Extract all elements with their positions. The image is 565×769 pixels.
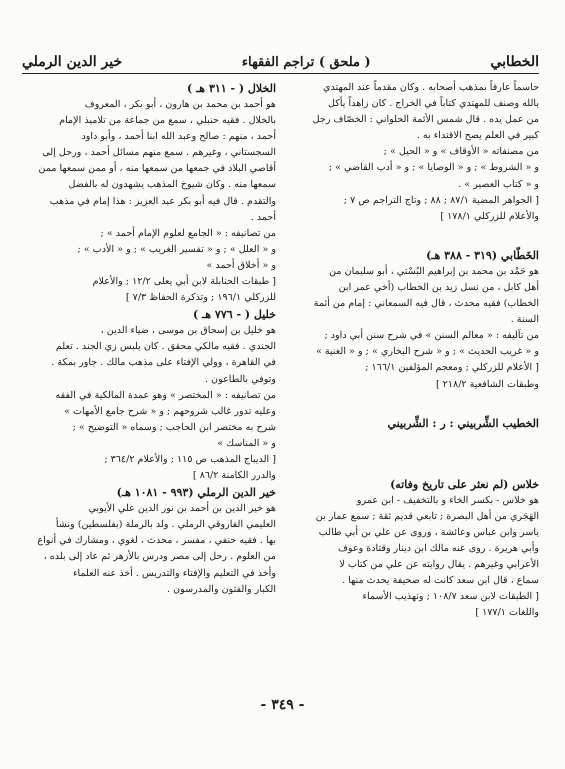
- header-center: ( ملحق ) تراجم الفقهاء: [241, 55, 371, 70]
- text-line: وأبي هريرة . روى عنه مالك ابن دينار وقتادة وعوف: [337, 542, 539, 554]
- text-line: [ الجواهر المضية ٨٧/١ ; ٨٨ ; وتاج التراجم ص ٧ ;: [343, 194, 539, 206]
- text-line: السنة .: [510, 314, 539, 326]
- text-line: و « العلل » ; و « تفسير الغريب » ; و « الأدب » ;: [77, 243, 276, 255]
- text-line: هو حَمْد بن محمد بن إبراهيم البُسْتي ، أبو سليمان من: [329, 265, 539, 277]
- header-rule: [22, 73, 539, 74]
- text-line: [ الديباج المذهب ص ١١٥ ; والأعلام ٣٦٤/٢ ;: [104, 453, 276, 465]
- text-line: والأعلام للزركلي ١٧٨/١ ]: [440, 210, 539, 222]
- text-line: أحمد ، منهم : صالح وعبد الله ابنا أحمد ، وأبو داود: [81, 131, 276, 143]
- entry-heading: خلاس (لم نعثر على تاريخ وفاته): [390, 477, 539, 491]
- text-line: و « كتاب العصير » .: [458, 178, 539, 190]
- text-line: سمعها منه . وكان شيوخ المذهب يشهدون له بالفضل: [68, 179, 276, 191]
- text-line: أهل كابل ، من نسل زيد بن الخطاب (أخي عمر ابن: [338, 281, 539, 293]
- text-line: من عمل يده . قال شمس الأئمة الحلواني : الخصّاف رجل: [312, 114, 539, 126]
- header-right: الخطابي: [490, 54, 539, 70]
- header-left: خير الدين الرملي: [22, 54, 123, 70]
- text-line: شرح به مختصر ابن الحاجب ; وسماه « التوضيح » ;: [72, 421, 276, 433]
- text-line: بها . فقيه حنفي ، مفسر ، محدث ، لغوي ، ومشارك في أنواع: [37, 535, 276, 547]
- text-line: واللغات ١٧٧/١ ]: [475, 607, 539, 619]
- spacer: [285, 225, 539, 247]
- text-line: في القاهرة ، وولي الإفتاء على مذهب مالك . جاور بمكة .: [51, 357, 276, 369]
- spacer: [285, 393, 539, 415]
- text-line: وأخذ في التعليم والإفتاء والتدريس . أخذ عنه العلماء: [72, 567, 276, 579]
- text-line: الجندي . فقيه مالكي محقق . كان يلبس زي الجند . تعلم: [55, 341, 276, 353]
- text-line: [ طبقات الحنابلة لابن أبي يعلى ١٢/٢ ; والأعلام: [92, 276, 276, 288]
- text-line: و « أخلاق أحمد »: [206, 259, 276, 271]
- text-line: من تصانيفه : « المختصر » وهو عمدة المالكية في الفقه: [55, 389, 276, 401]
- text-line: [ الطبقات لابن سعد ١٠٨/٧ ; وتهذيب الأسماء: [362, 591, 539, 603]
- text-line: ياسر وابن عباس وعائشة ، وروى عن علي بن أبي طالب: [318, 526, 539, 538]
- text-line: سماع ، قال ابن سعد كانت له صحيفة يحدث منها .: [342, 575, 539, 587]
- text-line: [ الأعلام للزركلي ; ومعجم المؤلفين ١٦٦/١ ;: [365, 362, 539, 374]
- text-line: أقاصي البلاد في جمعها من سمعها منه ، أو ممن سمعها ممن: [38, 163, 276, 175]
- text-line: من تصانيفه : « الجامع لعلوم الإمام أحمد » ;: [100, 227, 276, 239]
- text-line: و « المناسك »: [217, 437, 276, 449]
- text-line: هو خليل بن إسحاق بن موسى ، ضياء الدين ،: [100, 325, 276, 337]
- left-column: [22, 80, 276, 598]
- right-column: [285, 80, 539, 621]
- text-line: و « الشروط » ; و « الوصايا » ; و « أدب القاضي » ;: [328, 162, 539, 174]
- text-line: بالله وصنف للمهتدي كتاباً في الخراج . كان زاهداً يأكل: [328, 98, 539, 110]
- entry-heading: الخلال ( - ٣١١ هـ ): [187, 82, 276, 95]
- text-line: للزركلي ١٩٦/١ ; وتذكرة الحفاظ ٧/٣ ]: [125, 292, 276, 304]
- text-line: وعليه تدور غالب شروحهم ; و « شرح جامع الأمهات »: [64, 405, 276, 417]
- text-line: من مصنفاته « الأوقاف » و « الحيل » ;: [383, 146, 539, 158]
- text-line: من العلوم . رحل إلى مصر ودرس بالأزهر ثم عاد إلى بلده ،: [43, 551, 276, 563]
- running-header: [22, 44, 539, 70]
- text-line: العليمي الفاروقي الرملي . ولد بالرملة (بفلسطين) ونشأ: [55, 519, 276, 531]
- text-line: الهَجَري من أهل البصرة ; تابعي قديم ثقة ; سمع عمار بن: [315, 510, 539, 522]
- text-line: والدرر الكامنة ٨٦/٢ ]: [192, 470, 276, 482]
- text-line: من تآليفه : « معالم السنن » في شرح سنن أبي داود ;: [324, 330, 539, 342]
- text-line: حاسماً عارفاً بمذهب أصحابه . وكان مقدماً عند المهتدي: [323, 82, 539, 93]
- entry-heading: الخطيب الشِّربيني : ر : الشِّربيني: [387, 416, 539, 430]
- text-line: و « غريب الحديث » ; و « شرح البخاري » ; و « الغنية »: [315, 346, 539, 358]
- text-line: بالخلال . فقيه حنبلي ، سمع من جماعة من تلاميذ الإمام: [59, 115, 276, 127]
- entry-heading: خير الدين الرملي (٩٩٣ - ١٠٨١ هـ): [116, 486, 276, 500]
- text-line: والتقدم . قال فيه أبو بكر عبد العزيز : هذا إمام في مذهب: [49, 195, 276, 207]
- text-line: الكبار والفتون والمدرسون .: [167, 583, 276, 595]
- spacer: [285, 432, 539, 476]
- text-line: السجستاني ، وغيرهم . سمع منهم مسائل أحمد ، ورحل إلى: [42, 147, 276, 159]
- text-line: هو خلاس - بكسر الخاء و بالتخفيف - ابن عمرو: [356, 494, 539, 506]
- entry-heading: خليل ( - ٧٧٦ هـ ): [193, 308, 276, 322]
- entry-heading: الخَطّابي (٣١٩ - ٣٨٨ هـ): [426, 248, 539, 262]
- text-line: وتوفي بالطاعون .: [204, 373, 276, 385]
- text-line: الأعرابي وغيرهم . يقال روايته عن علي من كتاب لا: [339, 558, 539, 570]
- text-line: وطبقات الشافعية ٢١٨/٢ ]: [435, 378, 539, 390]
- text-line: هو خير الدين بن أحمد بن نور الدين علي الأيوبي: [88, 503, 276, 515]
- text-line: أحمد .: [250, 211, 276, 223]
- text-line: هو أحمد بن محمد بن هارون ، أبو بكر ، المعروف: [84, 99, 276, 110]
- text-line: كبير في العلم يصح الاقتداء به .: [416, 130, 539, 142]
- text-line: الخطاب) فقيه محدث ، قال فيه السمعاني : إمام من أئمة: [313, 298, 539, 310]
- page-number: - ٣٤٩ -: [260, 697, 305, 713]
